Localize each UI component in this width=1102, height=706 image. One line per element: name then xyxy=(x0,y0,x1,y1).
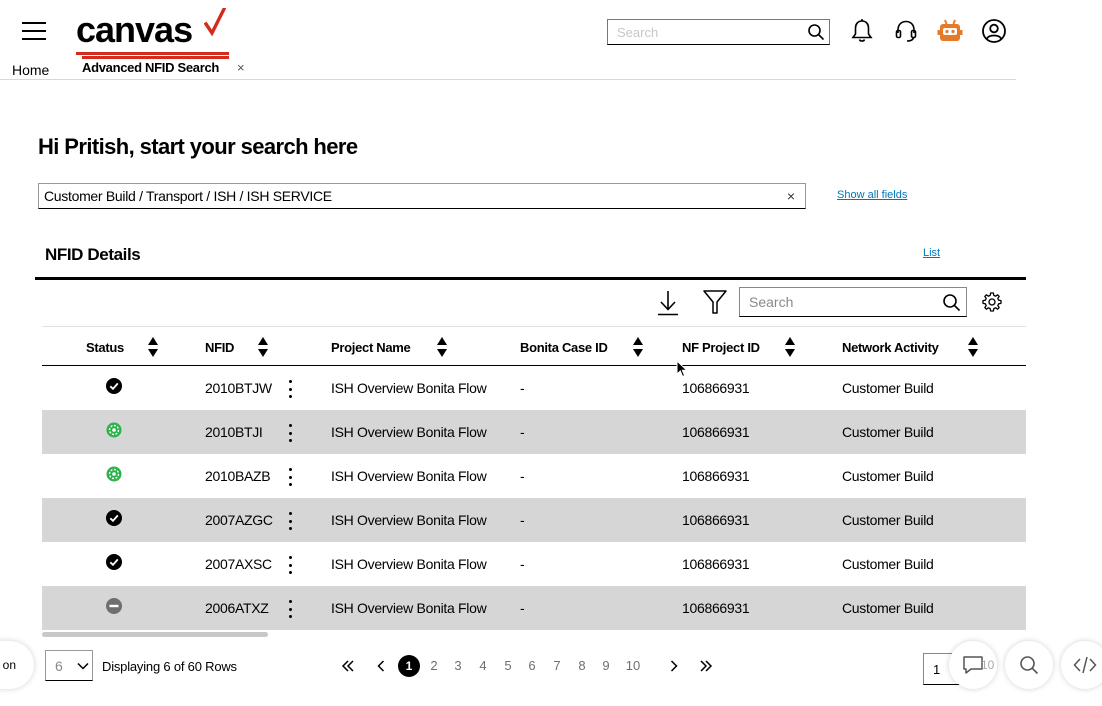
tab-close-icon[interactable]: × xyxy=(237,60,245,75)
logo-text: canvas xyxy=(76,9,193,50)
table-header xyxy=(42,326,1026,366)
cell-nf-project-id: 106866931 xyxy=(682,600,750,616)
code-button[interactable] xyxy=(1061,641,1102,689)
table-search-icon[interactable] xyxy=(936,293,966,312)
sort-icon[interactable] xyxy=(785,337,795,357)
cell-nf-project-id: 106866931 xyxy=(682,556,750,572)
table-search[interactable] xyxy=(739,287,967,317)
sort-icon[interactable] xyxy=(148,337,158,357)
cell-network-activity: Customer Build xyxy=(842,512,934,528)
status-in-progress-icon xyxy=(106,422,122,438)
category-path-field[interactable] xyxy=(38,183,806,209)
cell-project-name: ISH Overview Bonita Flow xyxy=(331,600,487,616)
header-search-input[interactable] xyxy=(608,20,803,44)
cell-nf-project-id: 106866931 xyxy=(682,380,750,396)
last-page-icon[interactable] xyxy=(698,655,714,677)
page-5[interactable]: 5 xyxy=(504,658,512,673)
menu-icon[interactable] xyxy=(22,22,46,40)
table-row[interactable] xyxy=(42,454,1026,498)
cell-bonita-case-id: - xyxy=(520,600,525,616)
feedback-pill-label: on xyxy=(2,658,16,672)
row-kebab-icon[interactable] xyxy=(287,556,293,574)
status-in-progress-icon xyxy=(106,466,122,482)
cell-nf-project-id: 106866931 xyxy=(682,424,750,440)
bot-icon[interactable] xyxy=(937,18,963,44)
status-blocked-icon xyxy=(106,598,122,614)
bell-icon[interactable] xyxy=(849,18,875,44)
cell-bonita-case-id: - xyxy=(520,512,525,528)
rows-per-page-value: 6 xyxy=(55,657,63,674)
column-header-bonita-case-id[interactable]: Bonita Case ID xyxy=(520,340,608,355)
row-kebab-icon[interactable] xyxy=(287,512,293,530)
status-completed-icon xyxy=(106,378,122,394)
cell-network-activity: Customer Build xyxy=(842,424,934,440)
page-8[interactable]: 8 xyxy=(578,658,586,673)
download-icon[interactable] xyxy=(656,290,680,316)
section-title: NFID Details xyxy=(45,245,141,264)
chevron-down-icon xyxy=(74,662,92,670)
next-page-icon[interactable] xyxy=(666,655,682,677)
row-kebab-icon[interactable] xyxy=(287,380,293,398)
cell-bonita-case-id: - xyxy=(520,424,525,440)
tabs-bar xyxy=(0,56,1016,80)
tab-home[interactable]: Home xyxy=(12,62,50,78)
chat-count: 10 xyxy=(981,658,995,672)
cell-bonita-case-id: - xyxy=(520,380,525,396)
code-icon xyxy=(1073,656,1097,674)
category-path-value[interactable]: Customer Build / Transport / ISH / ISH SERVICE xyxy=(44,188,332,204)
sort-icon[interactable] xyxy=(437,337,447,357)
logo-underline xyxy=(76,52,229,55)
chat-button[interactable] xyxy=(949,641,997,689)
section-divider xyxy=(35,277,1026,280)
cell-network-activity: Customer Build xyxy=(842,556,934,572)
table-row[interactable] xyxy=(42,586,1026,630)
rows-count-text: Displaying 6 of 60 Rows xyxy=(102,659,237,674)
cell-network-activity: Customer Build xyxy=(842,600,934,616)
page-10[interactable]: 10 xyxy=(625,658,641,673)
floating-search-button[interactable] xyxy=(1005,641,1053,689)
canvas-logo[interactable] xyxy=(76,10,192,50)
cell-bonita-case-id: - xyxy=(520,556,525,572)
table-row[interactable] xyxy=(42,366,1026,410)
table-row[interactable] xyxy=(42,542,1026,586)
page-greeting: Hi Pritish, start your search here xyxy=(38,134,358,159)
table-search-input[interactable] xyxy=(740,288,936,316)
row-kebab-icon[interactable] xyxy=(287,600,293,618)
nfid-table xyxy=(42,326,1026,630)
cell-bonita-case-id: - xyxy=(520,468,525,484)
cell-project-name: ISH Overview Bonita Flow xyxy=(331,556,487,572)
page-1[interactable]: 1 xyxy=(398,655,420,677)
tab-advanced-nfid-search[interactable]: Advanced NFID Search xyxy=(82,60,220,75)
cell-nfid[interactable]: 2010BTJI xyxy=(205,424,263,440)
user-icon[interactable] xyxy=(981,18,1007,44)
list-view-link[interactable]: List xyxy=(923,247,941,259)
previous-page-icon[interactable] xyxy=(373,655,389,677)
filter-icon[interactable] xyxy=(702,289,728,315)
page-4[interactable]: 4 xyxy=(479,658,487,673)
feedback-pill[interactable] xyxy=(0,641,34,689)
rows-per-page-select[interactable] xyxy=(45,650,93,681)
search-icon[interactable] xyxy=(803,20,829,44)
row-kebab-icon[interactable] xyxy=(287,424,293,442)
column-header-nfid[interactable]: NFID xyxy=(205,340,235,355)
table-row[interactable] xyxy=(42,498,1026,542)
table-row[interactable] xyxy=(42,410,1026,454)
gear-icon[interactable] xyxy=(980,290,1004,314)
page-3[interactable]: 3 xyxy=(454,658,462,673)
clear-icon[interactable]: × xyxy=(786,188,796,204)
cell-nfid[interactable]: 2010BTJW xyxy=(205,380,272,396)
column-header-network-activity[interactable]: Network Activity xyxy=(842,340,939,355)
cell-network-activity: Customer Build xyxy=(842,468,934,484)
status-completed-icon xyxy=(106,510,122,526)
page-7[interactable]: 7 xyxy=(553,658,561,673)
cell-network-activity: Customer Build xyxy=(842,380,934,396)
cell-nf-project-id: 106866931 xyxy=(682,468,750,484)
horizontal-scrollbar[interactable] xyxy=(42,632,268,637)
cell-nfid[interactable]: 2010BAZB xyxy=(205,468,271,484)
mouse-cursor-icon xyxy=(676,360,688,378)
show-all-fields-link[interactable]: Show all fields xyxy=(837,189,908,201)
cell-nf-project-id: 106866931 xyxy=(682,512,750,528)
search-icon xyxy=(1019,655,1039,675)
logo-check-icon xyxy=(204,8,226,36)
sort-icon[interactable] xyxy=(968,337,978,357)
cell-project-name: ISH Overview Bonita Flow xyxy=(331,424,487,440)
page-9[interactable]: 9 xyxy=(602,658,610,673)
page-number-input[interactable]: 1 xyxy=(923,653,961,685)
status-completed-icon xyxy=(106,554,122,570)
page-2[interactable]: 2 xyxy=(430,658,438,673)
cell-project-name: ISH Overview Bonita Flow xyxy=(331,512,487,528)
page-6[interactable]: 6 xyxy=(528,658,536,673)
cell-project-name: ISH Overview Bonita Flow xyxy=(331,380,487,396)
first-page-icon[interactable] xyxy=(340,655,356,677)
column-header-status[interactable]: Status xyxy=(86,340,124,355)
header-search[interactable] xyxy=(607,19,830,45)
cell-nfid[interactable]: 2007AXSC xyxy=(205,556,272,572)
sort-icon[interactable] xyxy=(258,337,268,357)
cell-project-name: ISH Overview Bonita Flow xyxy=(331,468,487,484)
headset-icon[interactable] xyxy=(893,18,919,44)
column-header-project-name[interactable]: Project Name xyxy=(331,340,411,355)
cell-nfid[interactable]: 2006ATXZ xyxy=(205,600,269,616)
sort-icon[interactable] xyxy=(633,337,643,357)
column-header-nf-project-id[interactable]: NF Project ID xyxy=(682,340,760,355)
cell-nfid[interactable]: 2007AZGC xyxy=(205,512,273,528)
row-kebab-icon[interactable] xyxy=(287,468,293,486)
